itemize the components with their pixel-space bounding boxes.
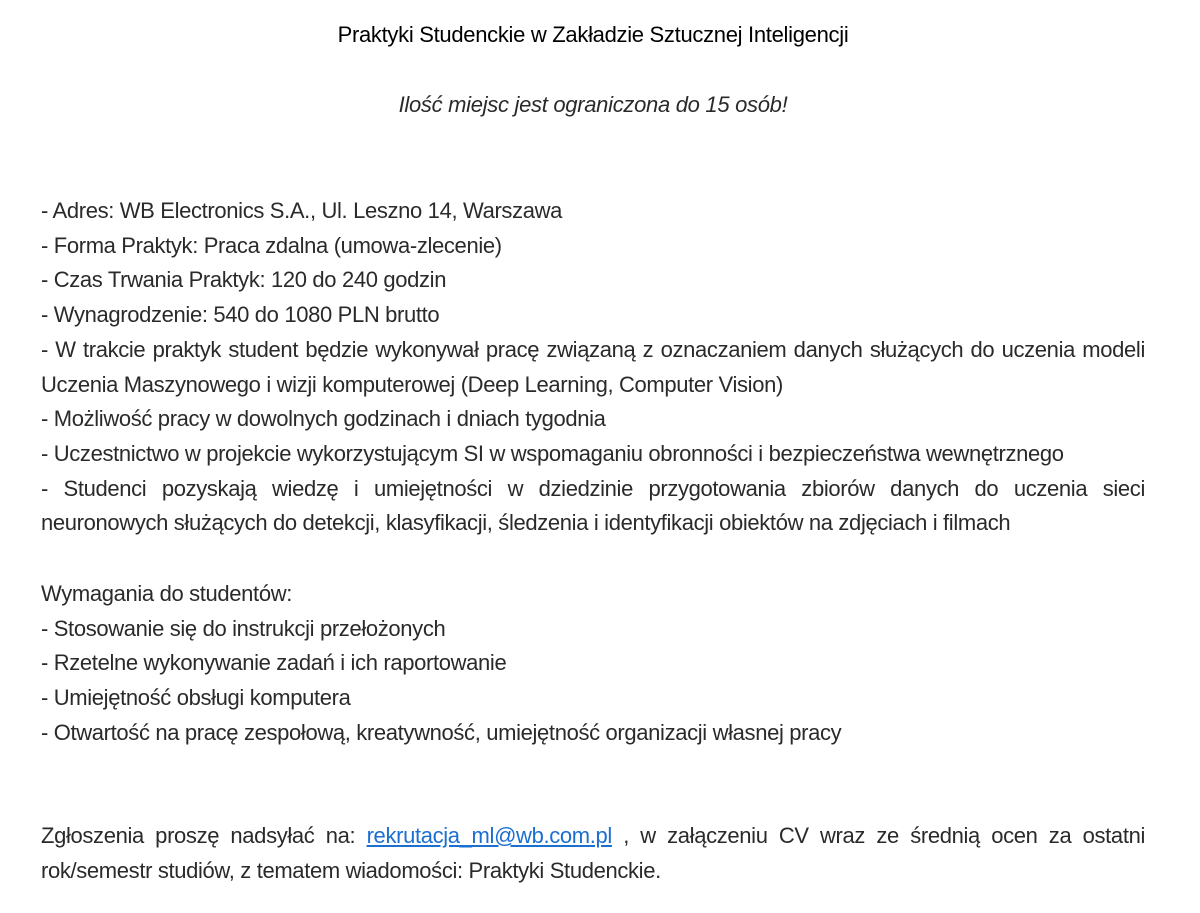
requirement-item: - Otwartość na pracę zespołową, kreatywność, umiejętność organizacji własnej pracy: [41, 719, 842, 745]
contact-email-link[interactable]: rekrutacja_ml@wb.com.pl: [366, 823, 612, 848]
contact-section: [41, 819, 1145, 888]
requirements-section: [41, 577, 1145, 751]
info-duration: - Czas Trwania Praktyk: 120 do 240 godzin: [41, 267, 447, 293]
contact-paragraph: [41, 819, 1145, 888]
contact-prefix: Zgłoszenia proszę nadsyłać na:: [41, 823, 367, 848]
info-flexibility: - Możliwość pracy w dowolnych godzinach i dniach tygodnia: [41, 406, 606, 432]
info-knowledge: - Studenci pozyskają wiedzę i umiejętności w dziedzinie przygotowania zbiorów danych do uczenia sieci neuronowych służących do detekcji, klasyfikacji, śledzenia i identyfikacji obiektów na zdjęciach i filmach: [41, 475, 1145, 536]
requirement-item: - Umiejętność obsługi komputera: [41, 685, 351, 711]
internship-info-list: [41, 194, 1145, 541]
info-form: - Forma Praktyk: Praca zdalna (umowa-zlecenie): [41, 232, 502, 258]
info-project: - Uczestnictwo w projekcie wykorzystującym SI w wspomaganiu obronności i bezpieczeństwa wewnętrznego: [41, 440, 1064, 466]
requirement-item: - Stosowanie się do instrukcji przełożonych: [41, 615, 446, 641]
requirement-item: - Rzetelne wykonywanie zadań i ich raportowanie: [41, 650, 507, 676]
contact-suffix: , w załączeniu CV wraz ze średnią ocen za ostatni rok/semestr studiów, z tematem wiadomości: Praktyki Studenckie.: [41, 823, 1145, 883]
requirements-heading: Wymagania do studentów:: [41, 581, 293, 606]
document-title: Praktyki Studenckie w Zakładzie Sztucznej Inteligencji: [337, 22, 849, 47]
places-limit-note: Ilość miejsc jest ograniczona do 15 osób!: [398, 92, 788, 117]
info-salary: - Wynagrodzenie: 540 do 1080 PLN brutto: [41, 302, 440, 328]
info-work-description: - W trakcie praktyk student będzie wykonywał pracę związaną z oznaczaniem danych służących do uczenia modeli Uczenia Maszynowego i wizji komputerowej (Deep Learning, Computer Vision): [41, 336, 1145, 397]
info-address: - Adres: WB Electronics S.A., Ul. Leszno 14, Warszawa: [41, 198, 563, 223]
